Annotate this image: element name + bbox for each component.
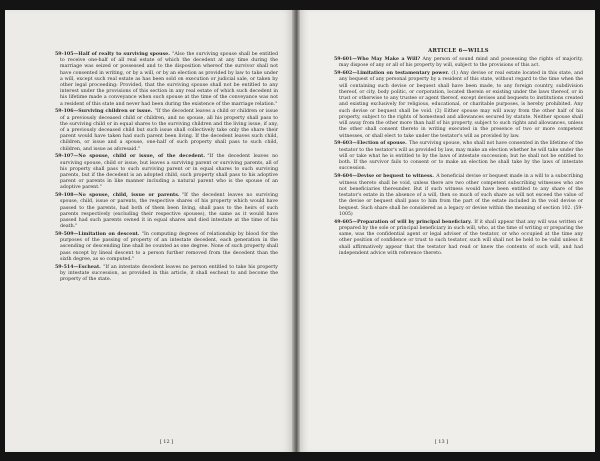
section-text: "If an intestate decedent leaves no person entitled to take his property by intestate succession, as provided in this article, it shall escheat to and become the property of the state.	[60, 264, 278, 283]
section-number: 59-514—	[55, 264, 79, 270]
section-text: The surviving spouse, who shall not have consented in the lifetime of the testator to the testator's will as provided by law, may make an election whether he will take under the will or take what he is entitled to by the laws of intestate succession; but he shall not be entitled to both. If the survivor fails to consent or to make an election he shall take by the laws of intestate succession.	[339, 141, 583, 172]
left-page	[5, 10, 292, 452]
section-number: 59-106—	[55, 109, 79, 115]
section-number: 49-605—	[334, 219, 357, 225]
section-text: "If the decedent leaves no surviving spouse, child, issue or parents, the respective shares of his property which would have passed to the parents, had both of them been living, shall pass to the heirs of such parents respectively (excluding their respective spouses), the same as it would have passed had such parents owned it in equal shares and died intestate at the time of his death."	[60, 193, 279, 230]
section-heading: Who May Make a Will?	[356, 57, 421, 62]
statute-section	[55, 193, 278, 230]
statute-section	[55, 109, 278, 152]
statute-section	[55, 232, 278, 263]
section-heading: Limitation on testamentary power.	[356, 71, 449, 77]
right-page	[300, 10, 595, 452]
section-heading: No spouse, child, issue or parents.	[78, 193, 180, 199]
right-page-body	[334, 57, 583, 257]
section-text: "In computing degrees of relationship by blood for the purposes of the passing of property of an intestate decedent, each generation in the ascending or descending line shall be counted as one degree. None of such property shall pass except by lineal descent to a person further removed from the decedent than the sixth degree, as so computed."	[60, 232, 278, 262]
section-heading: Devise or bequest to witness.	[356, 174, 434, 180]
statute-section	[334, 57, 583, 70]
section-heading: Election of spouse.	[356, 141, 407, 147]
statute-section	[55, 154, 278, 191]
section-text: "If the decedent leaves a child or children or issue of a previously deceased child or children, and no spouse, all his property shall pass to the surviving child or in equal shares to the surviving children and the living issue, if any, of a previously deceased child but such issue shall collectively take only the share their parent would have taken had such parent been living. If the decedent leaves such child, children, or issue and a spouse, one-half of such property shall pass to such child, children, and issue as aforesaid."	[60, 109, 278, 152]
section-number: 59-603—	[334, 141, 357, 147]
section-number: 59-602—	[334, 71, 357, 77]
section-heading: Preparation of will by principal beneficiary.	[356, 219, 472, 225]
left-page-body	[55, 52, 278, 283]
section-text: Any person of sound mind and possessing the rights of majority, may dispose of any or all of his property by will, subject to the provisions of this act.	[339, 57, 583, 69]
section-heading: Surviving children or issue.	[78, 109, 153, 115]
statute-section	[334, 174, 583, 218]
section-heading: Half of realty to surviving spouse.	[78, 52, 170, 57]
section-heading: Limitation on descent.	[78, 232, 140, 238]
section-number: 59-105—	[55, 52, 79, 57]
section-number: 59-604—	[334, 174, 357, 180]
section-heading: Escheat.	[78, 264, 101, 270]
book-gutter	[292, 10, 300, 452]
section-number: 59-108—	[55, 193, 79, 199]
section-number: 59-509—	[55, 232, 79, 238]
statute-section	[334, 141, 583, 172]
section-heading: No spouse, child or issue, of the decedent.	[78, 154, 205, 160]
statute-section	[55, 265, 278, 284]
section-text: If it shall appear that any will was written or prepared by the sole or principal beneficiary in such will, who, at the time of writing or preparing the same, was the confidential agent or legal adviser of the testator, or who occupied at the time any other position of confidence or trust to such testator, such will shall not be held to be valid unless it shall affirmatively appear that the testator had read or knew the contents of such will, and had independent advice with reference thereto.	[339, 219, 583, 256]
section-number: 59-601—	[334, 57, 357, 62]
right-page-number: [ 13 ]	[434, 439, 449, 445]
left-page-number: [ 12 ]	[159, 439, 174, 445]
article-title: ARTICLE 6—WILLS	[428, 48, 489, 54]
statute-section	[55, 52, 278, 108]
section-number: 59-107—	[55, 154, 79, 160]
statute-section	[334, 71, 583, 140]
section-text: "If the decedent leaves no surviving spouse, child or issue, but leaves a surviving parent or surviving parents, all of his property shall pass to such surviving parent or in equal shares to such surviving parents, but if the decedent is an adopted child, such property shall pass to his adoptive parent or parents in like manner including a natural parent who is the spouse of an adoptive parent."	[60, 154, 278, 191]
section-text: "Also the surviving spouse shall be entitled to receive one-half of all real estate of which the decedent at any time during the marriage was seized or possessed and to the disposition whereof the survivor shall not have consented in writing, or by a will, or by an election as provided by law to take under a will, except such real estate as has been sold on execution or judicial sale, or taken by other legal proceeding: Provided, that the surviving spouse shall not be entitled to any interest under the provisions of this section in any real estate of which such decedent in his lifetime made a conveyance when such spouse at the time of the conveyance was not a resident of this state and never had been during the existence of the marriage relation."	[60, 52, 278, 107]
statute-section	[334, 220, 583, 258]
section-text: (1) Any devise or real estate located in this state, and any bequest of any personal property by a resident of this state, without regard to the time when the will containing such devise or bequest shall have been made, to any foreign country, subdivision thereof, or city, body politic, or corporation, located therein or existing under the laws thereof, or in trust or otherwise to any trustee or agent thereof, except devises and bequests to institutions created and existing exclusively for religious, educational, or charitable purposes, is hereby prohibited. Any such devise or bequest shall be void. (2) Either spouse may will away from the other half of his property, subject to the rights of homestead and allowances secured by statute. Neither spouse shall will away from the other more than half of his property, subject to such rights and allowances, unless the other shall consent thereto in writing executed in the presence of two or more competent witnesses, or shall elect to take under the testator's will as provided by law.	[339, 71, 583, 139]
section-text: A beneficial devise or bequest made in a will to a subscribing witness thereto shall be void, unless there are two other competent subscribing witnesses who are not beneficiaries thereunder. But if such witness would have been entitled to any share of the testator's estate in the absence of a will, then so much of such share as will not exceed the value of the devise or bequest shall pass to him from the part of the estate included in the void devise or bequest. Such share shall be considered as a legacy or devise within the meaning of section 102. (59-1005)	[339, 174, 583, 217]
